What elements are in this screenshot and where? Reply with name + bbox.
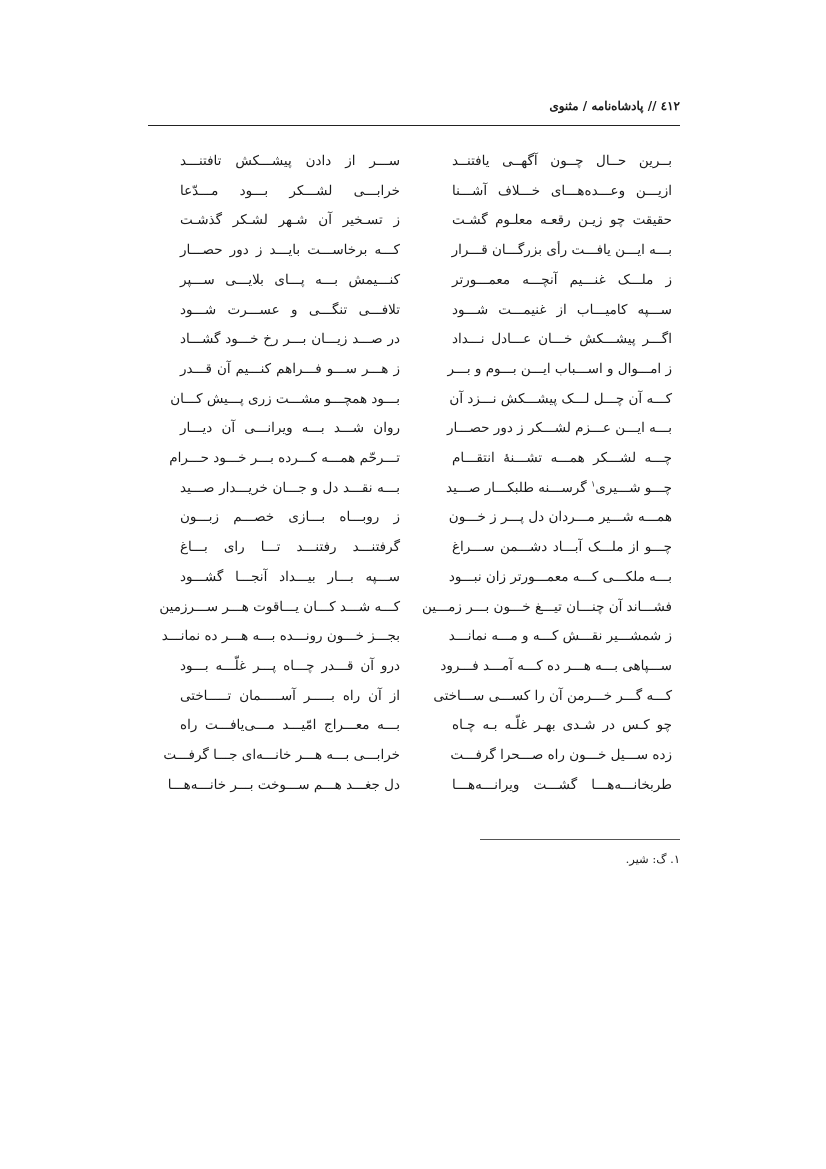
second-hemistich: ز هـــر ســـو فـــراهم کنـــیم آن قـــدر — [180, 360, 400, 377]
first-hemistich: ســـپه کامیـــاب از غنیمـــت شـــود — [452, 301, 672, 318]
first-hemistich: چـــه لشـــکر همـــه تشـــنهٔ انتقـــام — [452, 450, 672, 466]
verse-row — [167, 770, 672, 800]
first-hemistich: حقیقت چو زیـن رقعـه معلـوم گشـت — [452, 212, 672, 229]
second-hemistich: درو آن قـــدر چـــاه پـــر غلّـــه بـــود — [180, 657, 400, 674]
second-hemistich: دل جغـــد هـــم ســـوخت بـــر خانـــه‌هـــا — [167, 776, 400, 793]
verse-row — [180, 681, 672, 711]
second-hemistich: ســـپه بـــار بیـــداد آنجـــا گشـــود — [180, 568, 400, 585]
verse-row — [180, 354, 672, 384]
first-hemistich: بـــه ایـــن عـــزم لشـــکر ز دور حصـــار — [446, 420, 672, 437]
verse-row — [163, 740, 672, 770]
footnote-rule — [480, 839, 680, 840]
hemistich-text: چـــو شـــیری — [595, 479, 672, 496]
second-hemistich: در صـــد زیـــان بـــر رخ خـــود گشـــاد — [180, 331, 400, 348]
second-hemistich: روان شـــد بـــه ویرانـــی آن دیـــار — [180, 420, 400, 437]
second-hemistich: تلافـــی تنگـــی و عســـرت شـــود — [180, 301, 400, 318]
second-hemistich: بـــه معـــراج امّیـــد مـــی‌یافـــت راه — [180, 717, 400, 734]
first-hemistich — [445, 473, 672, 503]
second-hemistich: خرابـــی لشـــکر بـــود مـــدّعا — [180, 182, 400, 199]
verse-row — [180, 265, 672, 295]
second-hemistich: بـــود همچـــو مشـــت زری پـــیش کـــان — [170, 390, 400, 407]
first-hemistich: کـــه آن چـــل لـــک پیشـــکش نـــزد آن — [449, 390, 672, 407]
hemistich-text: گرســـنه طلبکـــار صـــید — [445, 479, 591, 496]
footnote: ۱. گ: شیر. — [625, 852, 680, 866]
verse-row — [161, 621, 672, 651]
verse-row — [180, 235, 672, 265]
first-hemistich: ســـپاهی بـــه هـــر ده کـــه آمـــد فـــرود — [440, 657, 672, 674]
running-header: ٤١٢ // پادشاه‌نامه / مثنوی — [549, 99, 680, 113]
second-hemistich: گرفتنـــد رفتنـــد تـــا رای بـــاغ — [180, 539, 400, 556]
second-hemistich: تـــرحّم همـــه کـــرده بـــر خـــود حـــرام — [169, 450, 400, 466]
verse-row — [159, 592, 672, 622]
first-hemistich: فشـــاند آن چنـــان تیـــغ خـــون بـــر زمـــین — [421, 598, 672, 615]
first-hemistich: ازیـــن وعـــده‌هـــای خـــلاف آشـــنا — [452, 182, 672, 199]
verse-row — [180, 176, 672, 206]
second-hemistich: از آن راه بـــــر آســـــمان تـــــاختی — [180, 687, 400, 704]
verse-row — [180, 532, 672, 562]
second-hemistich: ســـر از دادن پیشـــکش تافتنـــد — [180, 153, 400, 169]
second-hemistich: کـــه شـــد کـــان یـــاقوت هـــر ســـرزمین — [159, 598, 400, 615]
first-hemistich: کـــه گـــر خـــرمن آن را کســـی ســـاختی — [433, 687, 672, 704]
first-hemistich: ز امـــوال و اســـباب ایـــن بـــوم و بـــر — [447, 360, 672, 377]
first-hemistich: بـــه ملکـــی کـــه معمـــورتر زان نبـــود — [448, 568, 672, 585]
first-hemistich: طربخانـــه‌هـــا گشـــت ویرانـــه‌هـــا — [452, 776, 672, 793]
second-hemistich: بجـــز خـــون رونـــده بـــه هـــر ده نمانـــد — [161, 628, 400, 645]
second-hemistich: ز روبـــاه بـــازی خصـــم زبـــون — [180, 509, 400, 526]
second-hemistich: بـــه نقـــد دل و جـــان خریـــدار صـــید — [180, 479, 400, 496]
header-rule — [148, 125, 680, 126]
first-hemistich: بــرین حــال چــون آگهــی یافتنــد — [452, 153, 672, 169]
second-hemistich: کـــه برخاســـت بایـــد ز دور حصـــار — [180, 242, 400, 259]
verse-row — [180, 295, 672, 325]
second-hemistich: خرابـــی بـــه هـــر خانـــه‌ای جـــا گرفـــت — [163, 747, 400, 763]
verse-row — [169, 443, 672, 473]
second-hemistich: کنـــیمش بـــه پـــای بلایـــی ســـپر — [180, 271, 400, 288]
verse-row — [180, 205, 672, 235]
verse-row — [180, 710, 672, 740]
first-hemistich: همـــه شـــیر مـــردان دل پـــر ز خـــون — [448, 509, 672, 526]
first-hemistich: ز ملـــک غنـــیم آنچـــه معمـــورتر — [452, 271, 672, 288]
verse-row — [170, 384, 672, 414]
first-hemistich: ز شمشـــیر نقـــش کـــه و مـــه نمانـــد — [448, 628, 672, 645]
first-hemistich: اگـــر پیشـــکش خـــان عـــادل نـــداد — [452, 331, 672, 348]
footnote-marker: ۱ — [590, 479, 596, 489]
second-hemistich: ز تسـخیر آن شـهر لشـکر گذشـت — [180, 212, 400, 229]
verse-row — [180, 651, 672, 681]
verse-row — [180, 413, 672, 443]
first-hemistich: بـــه ایـــن یافـــت رأی بزرگـــان قـــرار — [451, 242, 672, 259]
verse-row — [180, 562, 672, 592]
verse-row — [180, 473, 672, 503]
verse-row — [180, 324, 672, 354]
first-hemistich: چو کـس در شـدی بهـر غلّـه بـه چـاه — [452, 717, 672, 734]
verse-row — [180, 146, 672, 176]
first-hemistich: چـــو از ملـــک آبـــاد دشـــمن ســـراغ — [452, 539, 672, 556]
first-hemistich: زده ســـیل خـــون راه صـــحرا گرفـــت — [450, 747, 672, 763]
verse-row — [180, 502, 672, 532]
